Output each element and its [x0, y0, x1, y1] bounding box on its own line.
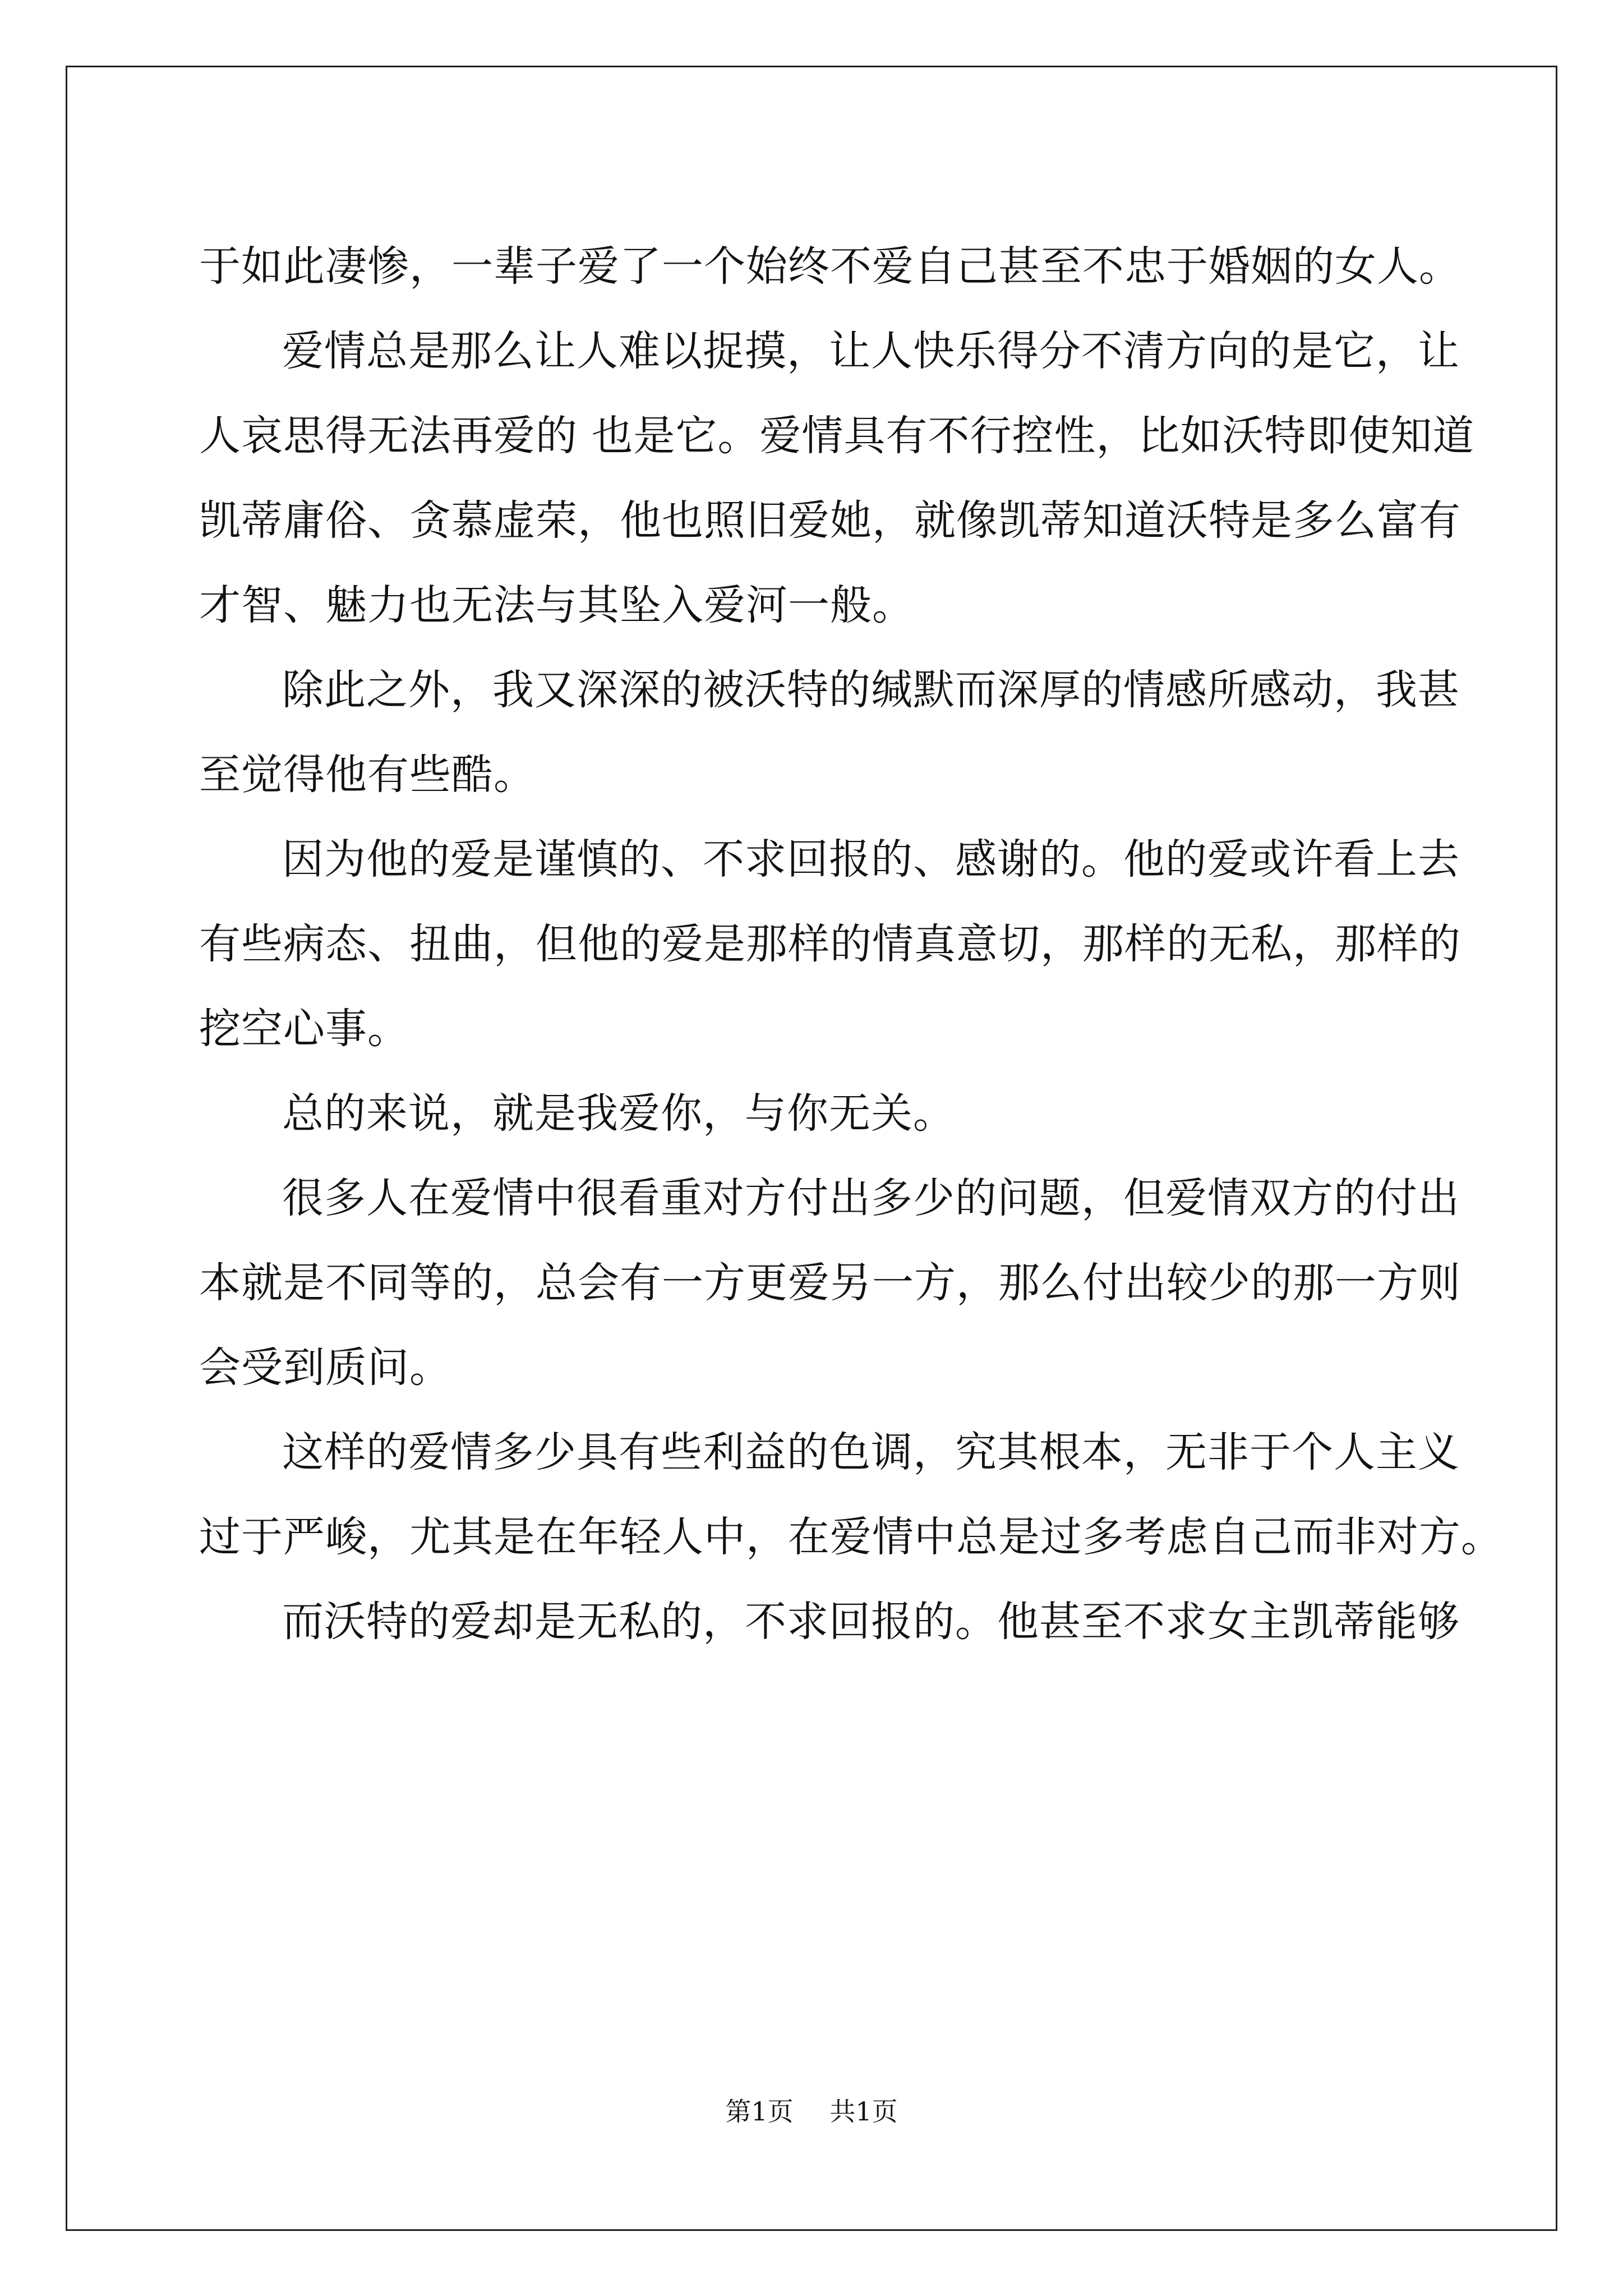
text-line: 会受到质问。	[199, 1343, 451, 1392]
text-line: 总的来说，就是我爱你，与你无关。	[282, 1089, 955, 1138]
text-line: 因为他的爱是谨慎的、不求回报的、感谢的。他的爱或许看上去	[282, 835, 1460, 884]
text-line: 爱情总是那么让人难以捉摸，让人快乐得分不清方向的是它，让	[282, 327, 1460, 375]
page-number: 第1页	[725, 2096, 794, 2127]
page-total: 共1页	[829, 2096, 898, 2127]
text-line: 挖空心事。	[199, 1005, 409, 1053]
document-body	[199, 224, 1503, 1664]
text-line: 凯蒂庸俗、贪慕虚荣，他也照旧爱她，就像凯蒂知道沃特是多么富有	[199, 496, 1461, 545]
page-footer	[0, 2095, 1623, 2128]
text-line: 才智、魅力也无法与其坠入爱河一般。	[199, 581, 914, 629]
text-line: 这样的爱情多少具有些利益的色调，究其根本，无非于个人主义	[282, 1428, 1460, 1476]
text-line: 而沃特的爱却是无私的，不求回报的。他甚至不求女主凯蒂能够	[282, 1598, 1460, 1646]
text-line: 至觉得他有些酷。	[199, 751, 536, 799]
text-line: 很多人在爱情中很看重对方付出多少的问题，但爱情双方的付出	[282, 1174, 1460, 1222]
text-line: 有些病态、扭曲，但他的爱是那样的情真意切，那样的无私，那样的	[199, 920, 1461, 968]
text-line: 人哀思得无法再爱的 也是它。爱情具有不行控性，比如沃特即使知道	[199, 412, 1475, 460]
text-line: 于如此凄惨，一辈子爱了一个始终不爱自己甚至不忠于婚姻的女人。	[199, 242, 1461, 291]
text-line: 除此之外，我又深深的被沃特的缄默而深厚的情感所感动，我甚	[282, 666, 1460, 714]
text-line: 过于严峻，尤其是在年轻人中，在爱情中总是过多考虑自己而非对方。	[199, 1513, 1503, 1561]
text-line: 本就是不同等的，总会有一方更爱另一方，那么付出较少的那一方则	[199, 1259, 1461, 1307]
